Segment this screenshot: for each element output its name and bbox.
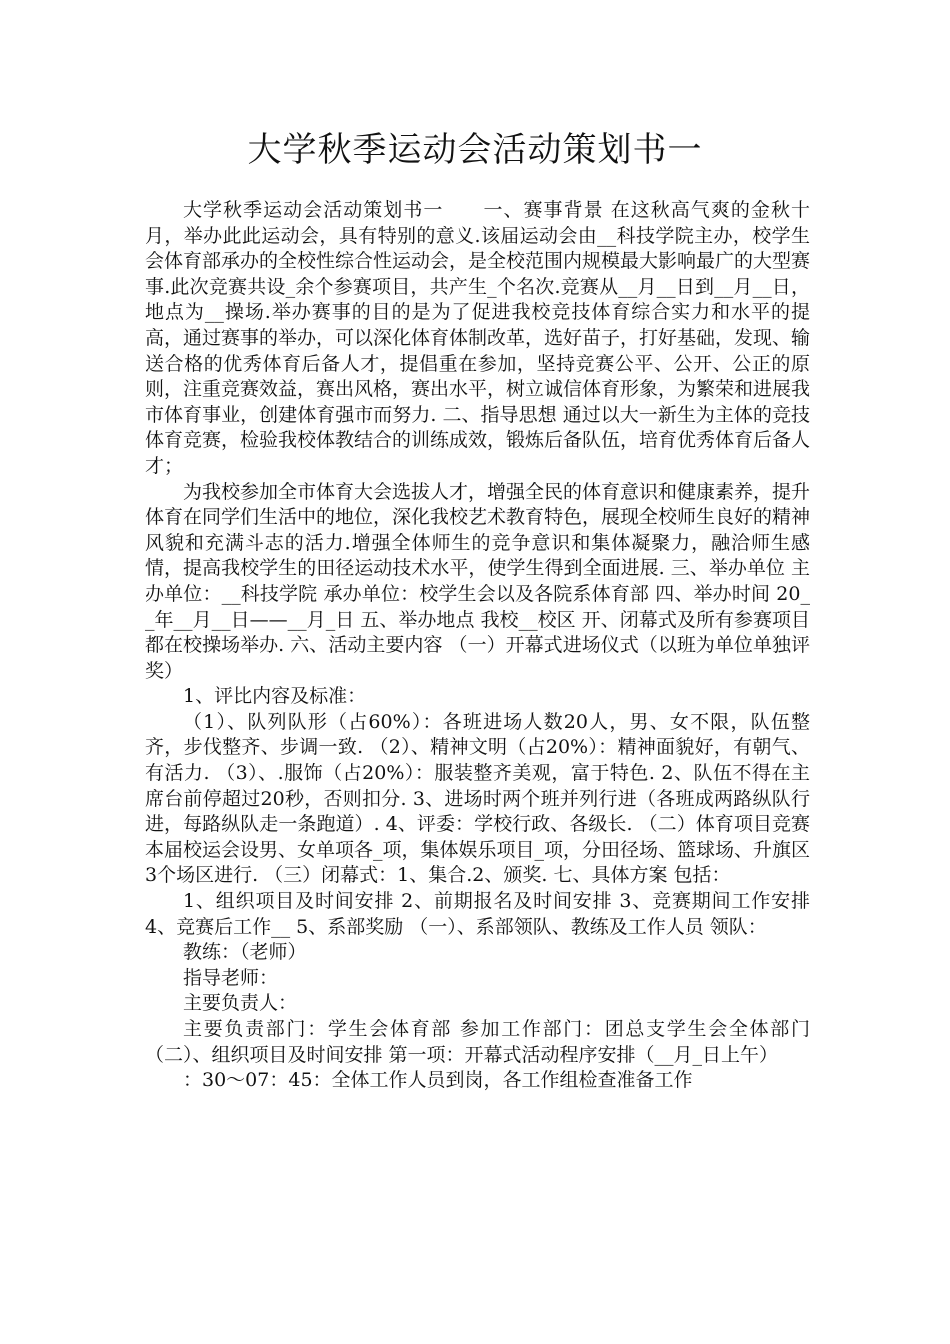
paragraph-background: 大学秋季运动会活动策划书一 一、赛事背景 在这秋高气爽的金秋十月，举办此此运动会，具有特别的意义.该届运动会由__科技学院主办，校学生会体育部承办的全校性综合性运动会，是全校范围内规模最大影响最广的大型赛事.此次竞赛共设_余个参赛项目，共产生_个名次.竞赛从__月__日到__月__日，地点为__操场.举办赛事的目的是为了促进我校竞技体育综合实力和水平的提高，通过赛事的举办，可以深化体育体制改革，选好苗子，打好基础，发现、输送合格的优秀体育后备人才，提倡重在参加，坚持竞赛公平、公开、公正的原则，注重竞赛效益，赛出风格，赛出水平，树立诚信体育形象，为繁荣和进展我市体育事业，创建体育强市而努力. 二、指导思想 通过以大一新生为主体的竞技体育竞赛，检验我校体教结合的训练成效，锻炼后备队伍，培育优秀体育后备人才；	[145, 199, 811, 477]
document-title: 大学秋季运动会活动策划书一	[247, 130, 703, 170]
paragraph-criteria-heading: 1、评比内容及标准：	[183, 685, 367, 708]
paragraph-criteria: （1）、队列队形（占60%）：各班进场人数20人，男、女不限，队伍整齐，步伐整齐、步调一致. （2）、精神文明（占20%）：精神面貌好，有朝气、有活力. （3）、.服饰（占20%）：服装整齐美观，富于特色. 2、队伍不得在主席台前停超过20秒，否则扣分. 3、进场时两个班并列行进（各班成两路纵队行进，每路纵队走一条跑道）. 4、评委：学校行政、各级长. （二）体育项目竞赛 本届校运会设男、女单项各_项，集体娱乐项目_项，分田径场、篮球场、升旗区3个场区进行. （三）闭幕式：1、集合.2、颁奖. 七、具体方案 包括：	[145, 710, 811, 887]
paragraph-coach: 教练：（老师）	[183, 941, 307, 964]
paragraph-schedule: ：30～07：45：全体工作人员到岗，各工作组检查准备工作	[183, 1069, 693, 1092]
paragraph-departments: 主要负责部门：学生会体育部 参加工作部门：团总支学生会全体部门 （二）、组织项目及时间安排 第一项：开幕式活动程序安排（__月_日上午）	[145, 1018, 810, 1066]
paragraph-plan: 1、组织项目及时间安排 2、前期报名及时间安排 3、竞赛期间工作安排 4、竞赛后工作__ 5、系部奖励 （一）、系部领队、教练及工作人员 领队：	[145, 890, 810, 938]
paragraph-advisor: 指导老师：	[183, 966, 279, 989]
document-body	[145, 198, 810, 1094]
paragraph-purpose: 为我校参加全市体育大会选拔人才，增强全民的体育意识和健康素养，提升体育在同学们生活中的地位，深化我校艺术教育特色，展现全校师生良好的精神风貌和充满斗志的活力.增强全体师生的竞争意识和集体凝聚力，融洽师生感情，提高我校学生的田径运动技术水平，使学生得到全面进展. 三、举办单位 主办单位：__科技学院 承办单位：校学生会以及各院系体育部 四、举办时间 20__年__月__日——__月_日 五、举办地点 我校__校区 开、闭幕式及所有参赛项目都在校操场举办. 六、活动主要内容 （一）开幕式进场仪式（以班为单位单独评奖）	[145, 480, 811, 682]
paragraph-lead: 主要负责人：	[183, 992, 298, 1015]
